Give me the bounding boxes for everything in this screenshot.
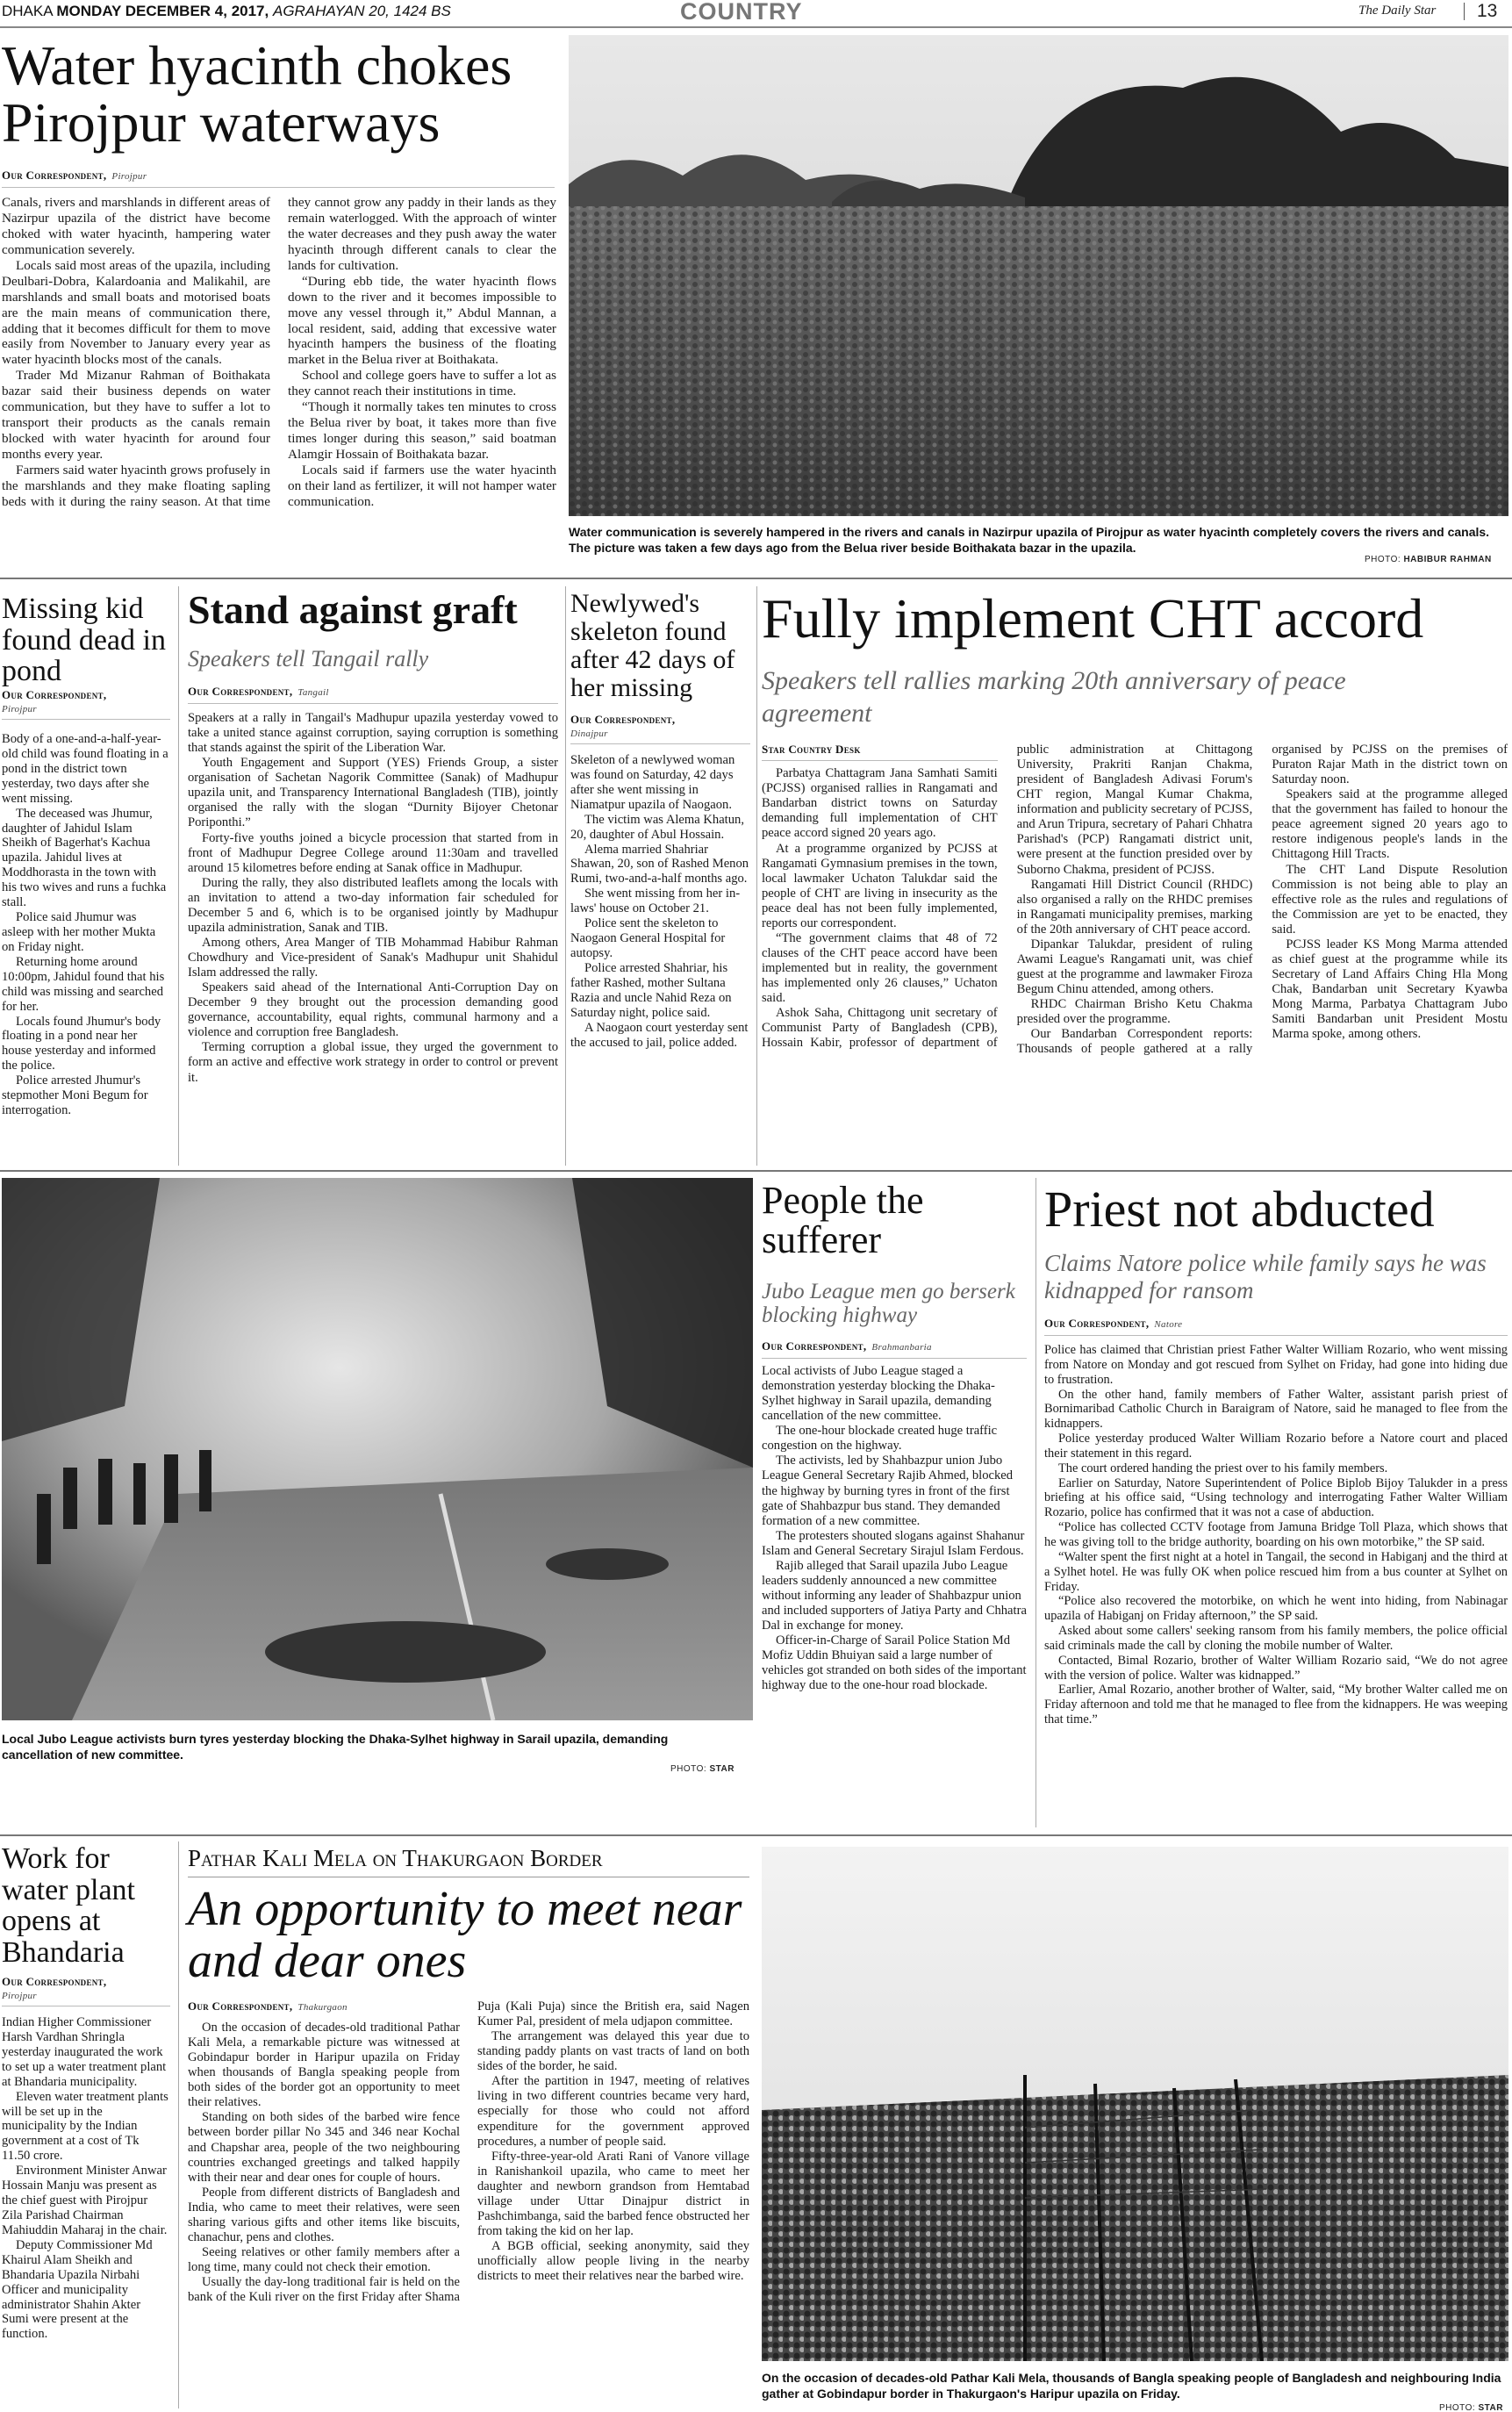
headline: Water hyacinth chokes Pirojpur waterways <box>2 34 512 154</box>
dateline-date: MONDAY DECEMBER 4, 2017, <box>56 3 269 19</box>
column-rule <box>565 586 566 1166</box>
headline: Fully implement CHT accord <box>762 587 1424 650</box>
section-rule <box>0 1834 1512 1836</box>
byline-spacer <box>188 1999 460 2021</box>
story-body: Indian Higher Commissioner Harsh Vardhan Shringla yesterday inaugurated the work to set up a water treatment plant at Bhandaria municipality. Eleven water treatment plants will be set up in the municipality by the Indian government at a cost of Tk 11.50 crore. Environment Minister Anwar Hossain Manju was present as the chief guest with Pirojpur Zila Parishad Chairman Mahiuddin Maharaj in the chair. Deputy Commissioner Md Khairul Alam Sheikh and Bhandaria Upazila Nirbahi Officer and municipality administrator Shahin Akter Sumi were present at the function. <box>2 2015 168 2342</box>
column-rule <box>178 586 179 1166</box>
photo-credit: PHOTO: STAR <box>1439 2403 1503 2412</box>
deck: Claims Natore police while family says he was kidnapped for ransom <box>1044 1250 1487 1303</box>
paragraph: Farmers said water hyacinth grows profusely in the marshlands and they make floating sapling beds with it during the rainy season. At that time they cannot grow any paddy in their lands as they remain waterlogged. With the approach of winter the water decreases and they push away the water hyacinth through different canals to clear the lands for cultivation. <box>2 195 556 509</box>
story-body <box>2 195 556 572</box>
story-body: Skeleton of a newlywed woman was found on Saturday, 42 days after she went missing in Niamatpur upazila of Naogaon. The victim was Alema Khatun, 20, daughter of Abul Hossain. Alema married Shahriar Shawan, 20, son of Rashed Menon Rumi, two-and-a-half months ago. She went missing from her in-laws' house on October 21. Police sent the skeleton to Naogaon General Hospital for autopsy. Police arrested Shahriar, his father Rashed, mother Sultana Razia and uncle Nahid Reza on Saturday night, police said. A Naogaon court yesterday sent the accused to jail, police added. <box>570 753 749 1050</box>
headline: Missing kid found dead in pond <box>2 592 166 688</box>
byline-source: Our Correspondent, <box>2 169 107 182</box>
deck: Speakers tell rallies marking 20th anniversary of peace agreement <box>762 666 1346 728</box>
paragraph: Trader Md Mizanur Rahman of Boithakata bazar said their business depends on water communication, but they have to suffer a lot to transport their products as the canals remain blocked with water hyacinth for around four months every year. <box>2 368 270 462</box>
paragraph: “Though it normally takes ten minutes to cross the Belua river by boat, it takes more than five times longer during this season,” said boatman Alamgir Hossain of Boithakata bazar. <box>288 399 556 462</box>
photo-caption: Water communication is severely hampered in the rivers and canals in Nazirpur upazila of Pirojpur as water hyacinth completely covers the rivers and canals. The picture was taken a few days ago from the Belua river beside Boithakata bazar in the upazila. <box>569 525 1490 556</box>
headline: Stand against graft <box>188 587 518 632</box>
byline: Our Correspondent, Pirojpur <box>2 688 170 720</box>
byline: Our Correspondent, Pirojpur <box>2 1975 170 2006</box>
paragraph: Canals, rivers and marshlands in different areas of Nazirpur upazila of the district have become choked with water hyacinth, hampering water communication severely. <box>2 195 270 257</box>
section-rule <box>0 1170 1512 1172</box>
story-body: Local activists of Jubo League staged a demonstration yesterday blocking the Dhaka-Sylhet highway in Sarail upazila, demanding cancellation of the new committee. The one-hour blockade created huge traffic congestion on the highway. The activists, led by Shahbazpur union Jubo League General Secretary Rajib Ahmed, blocked the highway by burning tyres in front of the first gate of Shahbazpur bus stand. They demanded formation of a new committee. The protesters shouted slogans against Shahanur Islam and General Secretary Sirajul Islam Ferdous. Rajib alleged that Sarail upazila Jubo League leaders suddenly announced a new committee without informing any leader of Shahbazpur union and included supporters of Jatiya Party and Chhatra Dal in exchange for money. Officer-in-Charge of Sarail Police Station Md Mofiz Uddin Bhuiyan said a large number of vehicles got stranded on both sides of the important highway due to the one-hour road blockade. <box>762 1364 1027 1693</box>
headline: Priest not abducted <box>1044 1181 1435 1238</box>
photo-caption: On the occasion of decades-old Pathar Kali Mela, thousands of Bangla speaking people of Bangladesh and neighbouring India gather at Gobindapur border in Thakurgaon's Haripur upazila on Friday. <box>762 2371 1501 2401</box>
photo-caption: Local Jubo League activists burn tyres yesterday blocking the Dhaka-Sylhet highway in Sarail upazila, demanding cancellation of new committee. <box>2 1732 669 1762</box>
byline: Our Correspondent, Thakurgaon <box>188 1999 348 2013</box>
dateline <box>2 3 451 20</box>
story-body: Star Country Desk Parbatya Chattagram Jana Samhati Samiti (PCJSS) organised rallies in Rangamati and Bandarban district towns on Saturday demanding full implementation of CHT peace accord signed 20 years ago. At a programme organized by PCJSS at Rangamati Gymnasium premises in the town, local lawmaker Uchaton Talukdar said the people of CHT are living in insecurity as the peace deal has not been fully implemented, reports our correspondent. “The government claims that 48 of 72 clauses of the CHT peace accord have been implemented but in reality, the government has implemented only 26 clauses,” Uchaton said. Ashok Saha, Chittagong unit secretary of Communist Party of Bangladesh (CPB), Hossain Kabir, professor of department of public administration at Chittagong University, Prakriti Ranjan Chakma, president of Bangladesh Adivasi Forum's CHT region, Mangal Kumar Chakma, information and publicity secretary of PCJSS, and Arun Tripura, secretary of Pahari Chhatra Parishad's (PCP) Rangamati district unit, were present at the function presided over by Suborno Chakma, president of PCJSS. Rangamati Hill District Council (RHDC) also organised a rally on the RHDC premises in Rangamati municipality premises, marking of the 20th anniversary of CHT peace accord. Dipankar Talukdar, president of ruling Awami League's Rangamati unit, was chief guest at the programme and lawmaker Firoza Begum Chinu attended, among others. RHDC Chairman Brisho Ketu Chakma presided over the programme. Our Bandarban Correspondent reports: Thousands of people gathered at a rally organised by PCJSS on the premises of Puraton Rajar Math in the district town on Saturday noon. Speakers said at the programme alleged that the government has failed to honour the peace agreement signed 20 years ago to restore indigenous people's lands in the Chittagong Hill Tracts. The CHT Land Dispute Resolution Commission is not being able to play an effective role as the rules and regulations of the Commission are yet to be enacted, they said. PCJSS leader KS Mong Marma attended as chief guest at the programme while its Secretary of Land Affairs Ching Hla Mong Chak, Bandarban unit Secretary Kyawba Mong Marma, Parbatya Chattagram Jubo Samiti Bandarban unit President Mostu Marma spoke, among others. <box>762 743 1508 1057</box>
photo-water-hyacinth <box>569 35 1508 516</box>
paragraph: “During ebb tide, the water hyacinth flows down to the river and it becomes impossible to move any vessel through it,” Abdul Mannan, a local resident, said, adding that excessive water hyacinth hampers the business of the floating market in the Belua river at Boithakata. <box>288 273 556 368</box>
headline: Work for water plant opens at Bhandaria <box>2 1842 135 1970</box>
story-body: Body of a one-and-a-half-year-old child was found floating in a pond in the district town yesterday, two days after she went missing. The deceased was Jhumur, daughter of Jahidul Islam Sheikh of Bagerhat's Kachua upazila. Jahidul lives at Moddhorasta in the town with his two wives and runs a fuchka stall. Police said Jhumur was asleep with her mother Mukta on Friday night. Returning home around 10:00pm, Jahidul found that his child was missing and searched for her. Locals found Jhumur's body floating in a pond near her house yesterday and informed the police. Police arrested Jhumur's stepmother Moni Begum for interrogation. <box>2 732 168 1118</box>
column-rule <box>756 586 757 1166</box>
byline: Our Correspondent, Natore <box>1044 1317 1508 1336</box>
photo-jubo-league-image <box>2 1178 753 1720</box>
paragraph: School and college goers have to suffer a lot as they cannot reach their institutions in time. <box>288 368 556 399</box>
headline: Newlywed's skeleton found after 42 days of her missing <box>570 589 735 703</box>
byline: Star Country Desk <box>762 743 998 761</box>
byline: Our Correspondent, Tangail <box>188 685 558 704</box>
paragraph: Locals said most areas of the upazila, including Deulbari-Dobra, Kalardoania and Malikahil, are marshlands and small boats and motorised boats are the main means of communication there, adding that it becomes difficult for them to move easily from November to January every year as water hyacinth blocks most of the canals. <box>2 257 270 368</box>
header-rule <box>0 26 1512 28</box>
column-rule <box>1035 1178 1036 1827</box>
story-body: Speakers at a rally in Tangail's Madhupur upazila yesterday vowed to take a united stance against corruption, saying corruption is something that stands against the spirit of the Liberation War. Youth Engagement and Support (YES) Friends Group, a sister organisation of Sachetan Nagorik Committee (Sanak) of Madhupur upazila unit, and Transparency International Bangladesh (TIB), jointly organised the rally with the slogan “Durnity Bijoyer Chetonar Poriponthi.” Forty-five youths joined a bicycle procession that started from in front of Madhupur Degree College around 11:30am and travelled around 15 kilometres before ending at Sanak office in Madhupur. During the rally, they also distributed leaflets among the locals with an invitation to attend a two-day information fair scheduled for December 5 and 6, which is to be organised jointly by Madhupur upazila administration, Sanak and TIB. Among others, Area Manger of TIB Mohammad Habibur Rahman Chowdhury and Vice-president of Sanak's Madhupur unit Shahidul Islam addressed the rally. Speakers said ahead of the International Anti-Corruption Day on December 9 they brought out the procession demanding good governance, accountability, equal rights, communal harmony and a violence and corruption free Bangladesh. Terming corruption a global issue, they urged the government to form an active and effective work strategy in order to control or prevent it. <box>188 711 558 1085</box>
deck: Jubo League men go berserk blocking highway <box>762 1280 1015 1327</box>
kicker: Pathar Kali Mela on Thakurgaon Border <box>188 1845 603 1871</box>
byline: Our Correspondent, Brahmanbaria <box>762 1339 1027 1359</box>
dateline-bangla-date: AGRAHAYAN 20, 1424 BS <box>272 3 451 19</box>
photo-pathar-kali-mela <box>762 1847 1508 2361</box>
photo-mela-image <box>762 1847 1508 2361</box>
byline-place: Pirojpur <box>111 171 147 182</box>
page-header <box>0 0 1512 25</box>
paragraph: Locals said if farmers use the water hyacinth on their land as fertilizer, it will not hamper water communication. <box>288 462 556 509</box>
byline <box>2 169 555 188</box>
header-divider <box>1464 3 1465 20</box>
photo-jubo-league-protest <box>2 1178 753 1720</box>
byline: Our Correspondent, Dinajpur <box>570 713 750 744</box>
paper-logo: The Daily Star <box>1358 4 1437 18</box>
section-rule <box>0 578 1512 579</box>
photo-water-hyacinth-image <box>569 35 1508 516</box>
photo-credit: PHOTO: HABIBUR RAHMAN <box>1365 555 1492 564</box>
dateline-city: DHAKA <box>2 3 53 19</box>
photo-credit: PHOTO: STAR <box>670 1764 735 1774</box>
headline: People the sufferer <box>762 1179 924 1261</box>
column-rule <box>178 1841 179 2408</box>
page-number: 13 <box>1477 1 1498 21</box>
section-name: COUNTRY <box>680 0 803 25</box>
headline: An opportunity to meet near and dear ones <box>188 1882 742 1988</box>
story-body: On the occasion of decades-old traditional Pathar Kali Mela, a remarkable picture was witnessed at Gobindapur border in Haripur upazila on Friday when thousands of Bangla speaking people from both sides of the border got an opportunity to meet their relatives. Standing on both sides of the barbed wire fence between border pillar No 345 and 346 near Kochal and Chapshar area, people of the two neighbouring countries exchanged greetings and talked happily with their near and dear ones for couple of hours. People from different districts of Bangladesh and India, who came to meet their relatives, were seen sharing various gifts and other items like biscuits, chanachur, pens and clothes. Seeing relatives or other family members after a long time, many could not check their emotion. Usually the day-long traditional fair is held on the bank of the Kuli river on the first Friday after Shama Puja (Kali Puja) since the British era, said Nagen Kumer Pal, president of mela udjapon committee. The arrangement was delayed this year due to standing paddy plants on vast tracts of land on both sides of the border, he said. After the partition in 1947, meeting of relatives living in two different countries became very hard, especially for those who could not afford expenditure for the government approved procedures, a number of people said. Fifty-three-year-old Arati Rani of Vanore village in Ranishankoil upazila, who came to meet her daughter and newborn grandson from Hemtabad village under Uttar Dinajpur district in Pashchimbanga, said the barbed fence obstructed her from taking the kid on her lap. A BGB official, seeking anonymity, said they unofficially allow people living in the nearby districts to meet their relatives near the barbed wire. <box>188 1999 749 2305</box>
deck: Speakers tell Tangail rally <box>188 646 429 671</box>
story-body: Police has claimed that Christian priest Father Walter William Rozario, who went missing from Natore on Monday and got rescued from Sylhet on Friday, had gone into hiding due to frustration. On the other hand, family members of Father Walter, assistant parish priest of Bornimaribad Catholic Church in Baraigram of Natore, said he managed to flee from the kidnappers. Police yesterday produced Walter William Rozario before a Natore court and placed their statement in this regard. The court ordered handing the priest over to his family members. Earlier on Saturday, Natore Superintendent of Police Biplob Bijoy Talukder in a press briefing at his office said, “Using technology and interrogating Father Walter William Rozario, police has confirmed that it was not a case of abduction. “Police has collected CCTV footage from Jamuna Bridge Toll Plaza, which shows that he was giving toll to the bridge authority, boarding on his own motorbike,” the SP said. “Walter spent the first night at a hotel in Tangail, the second in Habiganj and the third at a Sylhet hotel. He was fully OK when police rescued him from a bus counter at Sylhet on Friday. “Police also recovered the motorbike, on which he went into hiding, from Nabinagar upazila of Habiganj on Friday afternoon,” the SP said. Asked about some callers' seeking ransom from his family members, the police official said criminals made the call by cloning the mobile number of Walter. Contacted, Bimal Rozario, brother of Walter William Rozario said, “We do not agree with the version of police. Walter was kidnapped.” Earlier, Amal Rozario, another brother of Walter, said, “My brother Walter called me on Friday afternoon and told me that he managed to flee from the kidnappers. He was weeping that time.” <box>1044 1343 1508 1727</box>
